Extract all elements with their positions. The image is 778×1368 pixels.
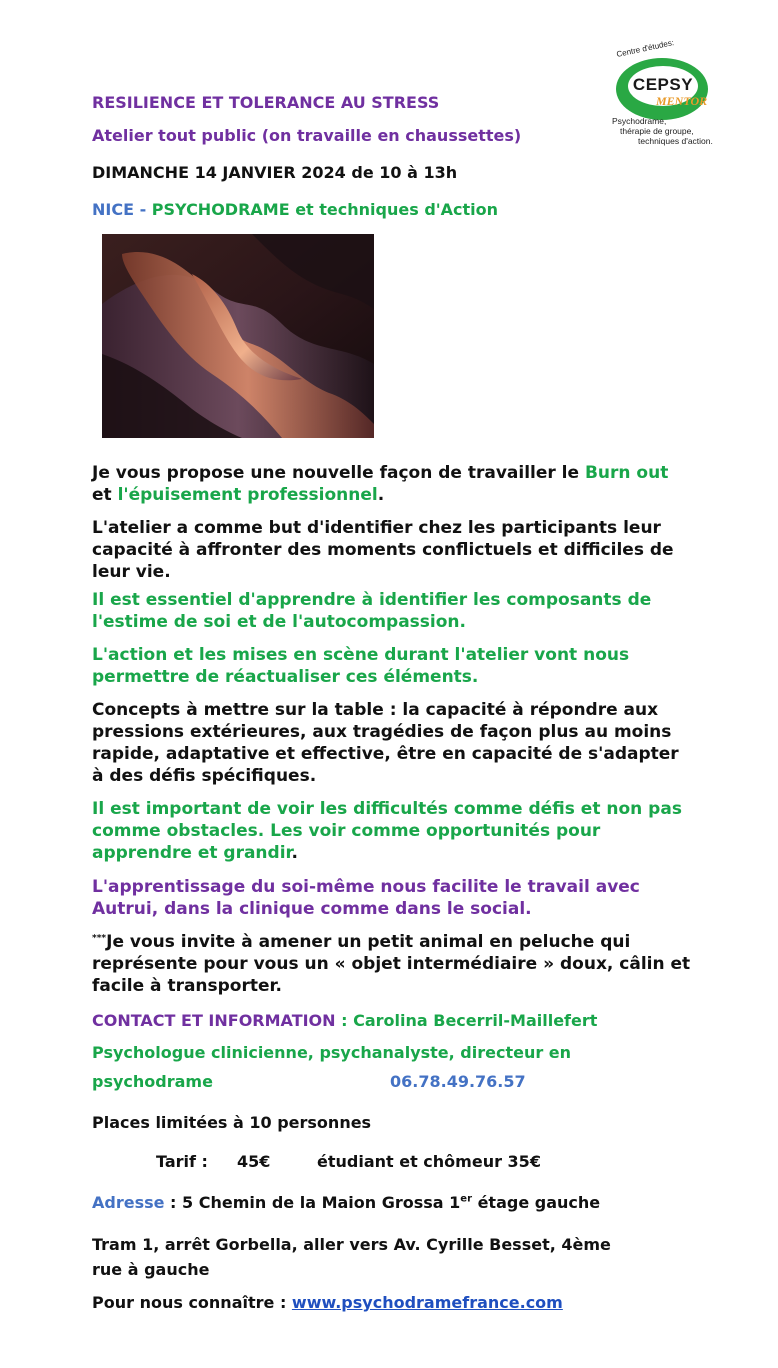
contact-role-2: psychodrame [92, 1072, 213, 1091]
paragraph-goal: L'atelier a comme but d'identifier chez les participants leur capacité à affronter des moments conflictuels et difficiles de leur vie. [92, 518, 674, 582]
page-subtitle: Atelier tout public (on travaille en chaussettes) [92, 126, 522, 145]
paragraph-intro [92, 462, 692, 506]
paragraph-action: L'action et les mises en scène durant l'atelier vont nous permettre de réactualiser ces éléments. [92, 645, 630, 687]
contact-phone[interactable]: 06.78.49.76.57 [390, 1072, 526, 1091]
logo-word: CEPSY [632, 75, 694, 94]
paragraph-estime: Il est essentiel d'apprendre à identifier les composants de l'estime de soi et de l'autocompassion. [92, 590, 652, 632]
location-city: NICE [92, 200, 135, 219]
contact-name: Carolina Becerril-Maillefert [353, 1011, 598, 1030]
paragraph-defis [92, 798, 692, 864]
location-topic: PSYCHODRAME et techniques d'Action [151, 200, 499, 219]
event-location [92, 199, 498, 220]
website-line [92, 1292, 563, 1313]
paragraph-peluche [92, 931, 692, 997]
tram-line-1: Tram 1, arrêt Gorbella, aller vers Av. Cyrille Besset, 4ème [92, 1235, 611, 1254]
location-sep: - [134, 200, 152, 219]
cepsy-logo [608, 38, 736, 148]
logo-script: MENTOR [656, 94, 708, 108]
page-title: RESILIENCE ET TOLERANCE AU STRESS [92, 93, 440, 112]
p1-part-a: Je vous propose une nouvelle façon de travailler le [92, 463, 585, 483]
address-sup: er [460, 1193, 472, 1205]
address-line [92, 1192, 600, 1213]
p6-text: Il est important de voir les difficultés comme défis et non pas comme obstacles. Les voir comme opportunités pour apprendre et grandir [92, 799, 682, 863]
tarif-label: Tarif : [156, 1152, 208, 1171]
p6-period: . [291, 843, 298, 863]
contact-line [92, 1010, 597, 1031]
canyon-photo [102, 234, 374, 438]
logo-top-text: Centre d'études: [615, 38, 675, 59]
address-sep: : [164, 1193, 183, 1212]
logo-sub-2: thérapie de groupe, [620, 126, 694, 136]
p1-burnout: Burn out [584, 463, 669, 483]
p1-part-c: et [92, 485, 118, 505]
website-label: Pour nous connaître : [92, 1293, 292, 1312]
contact-sep: : [335, 1011, 354, 1030]
contact-label: CONTACT ET INFORMATION [92, 1011, 336, 1030]
contact-role-1: Psychologue clinicienne, psychanalyste, directeur en [92, 1043, 572, 1062]
p1-epuisement: l'épuisement professionnel [117, 485, 378, 505]
p8-stars: *** [92, 933, 107, 944]
address-text: 5 Chemin de la Maion Grossa 1 [182, 1193, 461, 1212]
address-label: Adresse [92, 1193, 165, 1212]
tarif-price: 45€ [237, 1152, 271, 1171]
tarif-reduced: étudiant et chômeur 35€ [317, 1152, 541, 1171]
paragraph-autrui: L'apprentissage du soi-même nous facilite le travail avec Autrui, dans la clinique comme dans le social. [92, 877, 640, 919]
logo-sub-3: techniques d'action. [638, 136, 713, 146]
places-limit: Places limitées à 10 personnes [92, 1113, 372, 1132]
p8-text: Je vous invite à amener un petit animal en peluche qui représente pour vous un « objet intermédiaire » doux, câlin et facile à transporter. [92, 932, 691, 996]
address-floor: étage gauche [472, 1193, 601, 1212]
website-link[interactable]: www.psychodramefrance.com [291, 1293, 563, 1312]
p1-period: . [377, 485, 385, 505]
logo-sub-1: Psychodrame, [612, 116, 667, 126]
paragraph-concepts: Concepts à mettre sur la table : la capacité à répondre aux pressions extérieures, aux tragédies de façon plus au moins rapide, adaptative et effective, être en capacité de s'adapter à des défis spécifiques. [92, 700, 679, 786]
event-date: DIMANCHE 14 JANVIER 2024 de 10 à 13h [92, 163, 458, 182]
tram-line-2: rue à gauche [92, 1260, 210, 1279]
